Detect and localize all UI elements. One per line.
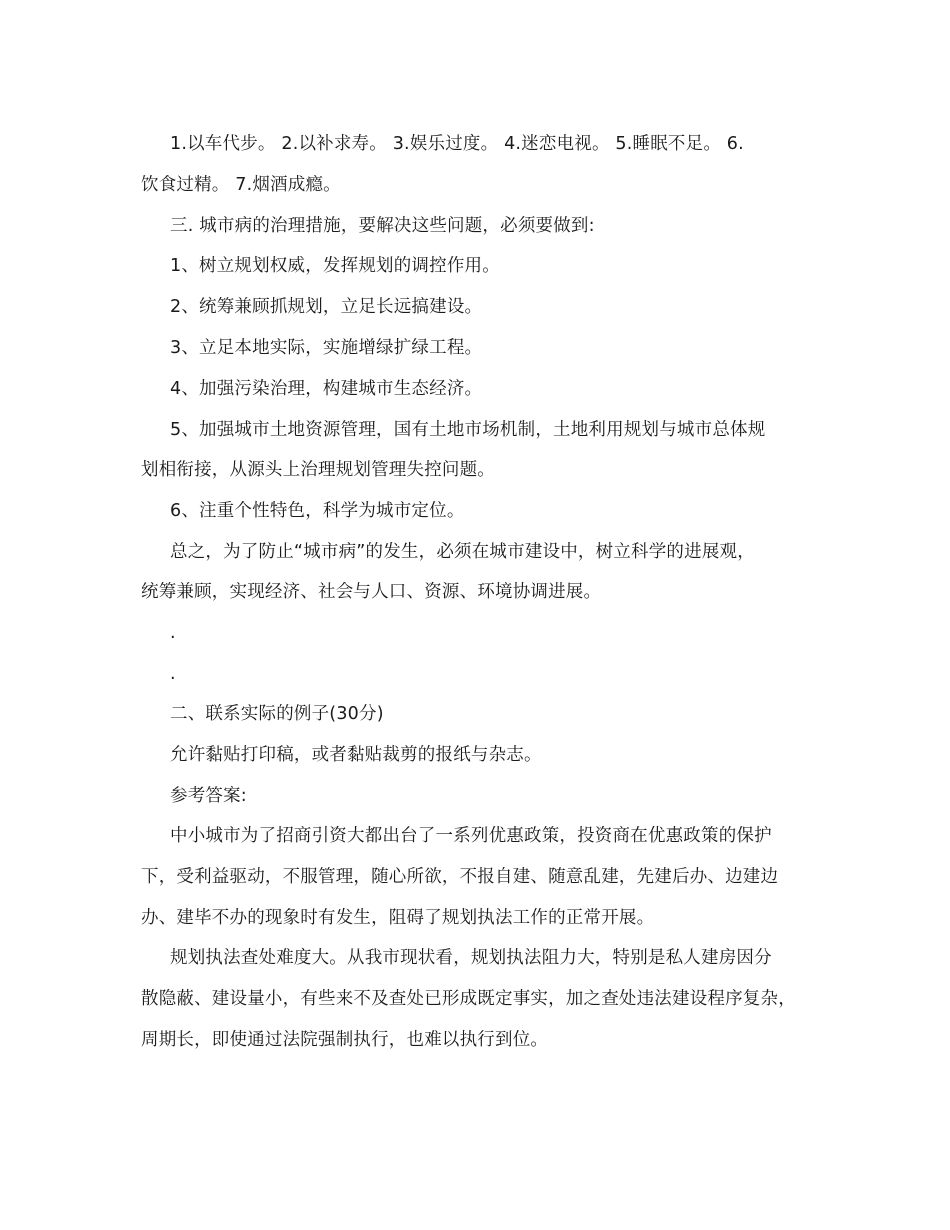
text-line: 中小城市为了招商引资大都出台了一系列优惠政策，投资商在优惠政策的保护 (170, 826, 772, 846)
text-line: 允许黏贴打印稿，或者黏贴裁剪的报纸与杂志。 (170, 745, 542, 765)
text-line: 下，受利益驱动，不服管理，随心所欲，不报自建、随意乱建，先建后办、边建边 (141, 867, 779, 887)
list-item: 2、统筹兼顾抓规划，立足长远搞建设。 (170, 297, 483, 317)
list-item: 1、树立规划权威，发挥规划的调控作用。 (170, 256, 500, 276)
text-line: 1.以车代步。 2.以补求寿。 3.娱乐过度。 4.迷恋电视。 5.睡眠不足。 6. (170, 134, 744, 154)
list-item: 6、注重个性特色，科学为城市定位。 (170, 501, 465, 521)
text-line: 周期长，即使通过法院强制执行，也难以执行到位。 (141, 1030, 549, 1050)
text-line: 办、建毕不办的现象时有发生，阻碍了规划执法工作的正常开展。 (141, 908, 655, 928)
section-heading: 三. 城市病的治理措施，要解决这些问题，必须要做到: (170, 216, 595, 236)
section-heading: 二、联系实际的例子(30分) (170, 704, 384, 724)
text-line: 散隐蔽、建设量小，有些来不及查处已形成既定事实，加之查处违法建设程序复杂， (141, 989, 796, 1009)
dot-line: . (170, 623, 176, 643)
text-line: 饮食过精。 7.烟酒成瘾。 (141, 175, 341, 195)
text-line: 统筹兼顾，实现经济、社会与人口、资源、环境协调进展。 (141, 582, 602, 602)
list-item: 4、加强污染治理，构建城市生态经济。 (170, 379, 483, 399)
list-item-continuation: 划相衔接，从源头上治理规划管理失控问题。 (141, 460, 495, 480)
dot-line: . (170, 664, 176, 684)
text-line: 总之，为了防止“城市病”的发生，必须在城市建设中，树立科学的进展观， (170, 542, 755, 562)
list-item: 5、加强城市土地资源管理，国有土地市场机制，土地利用规划与城市总体规 (170, 420, 766, 440)
text-line: 规划执法查处难度大。从我市现状看，规划执法阻力大，特别是私人建房因分 (170, 948, 772, 968)
list-item: 3、立足本地实际，实施增绿扩绿工程。 (170, 338, 483, 358)
answer-label: 参考答案: (170, 786, 247, 806)
